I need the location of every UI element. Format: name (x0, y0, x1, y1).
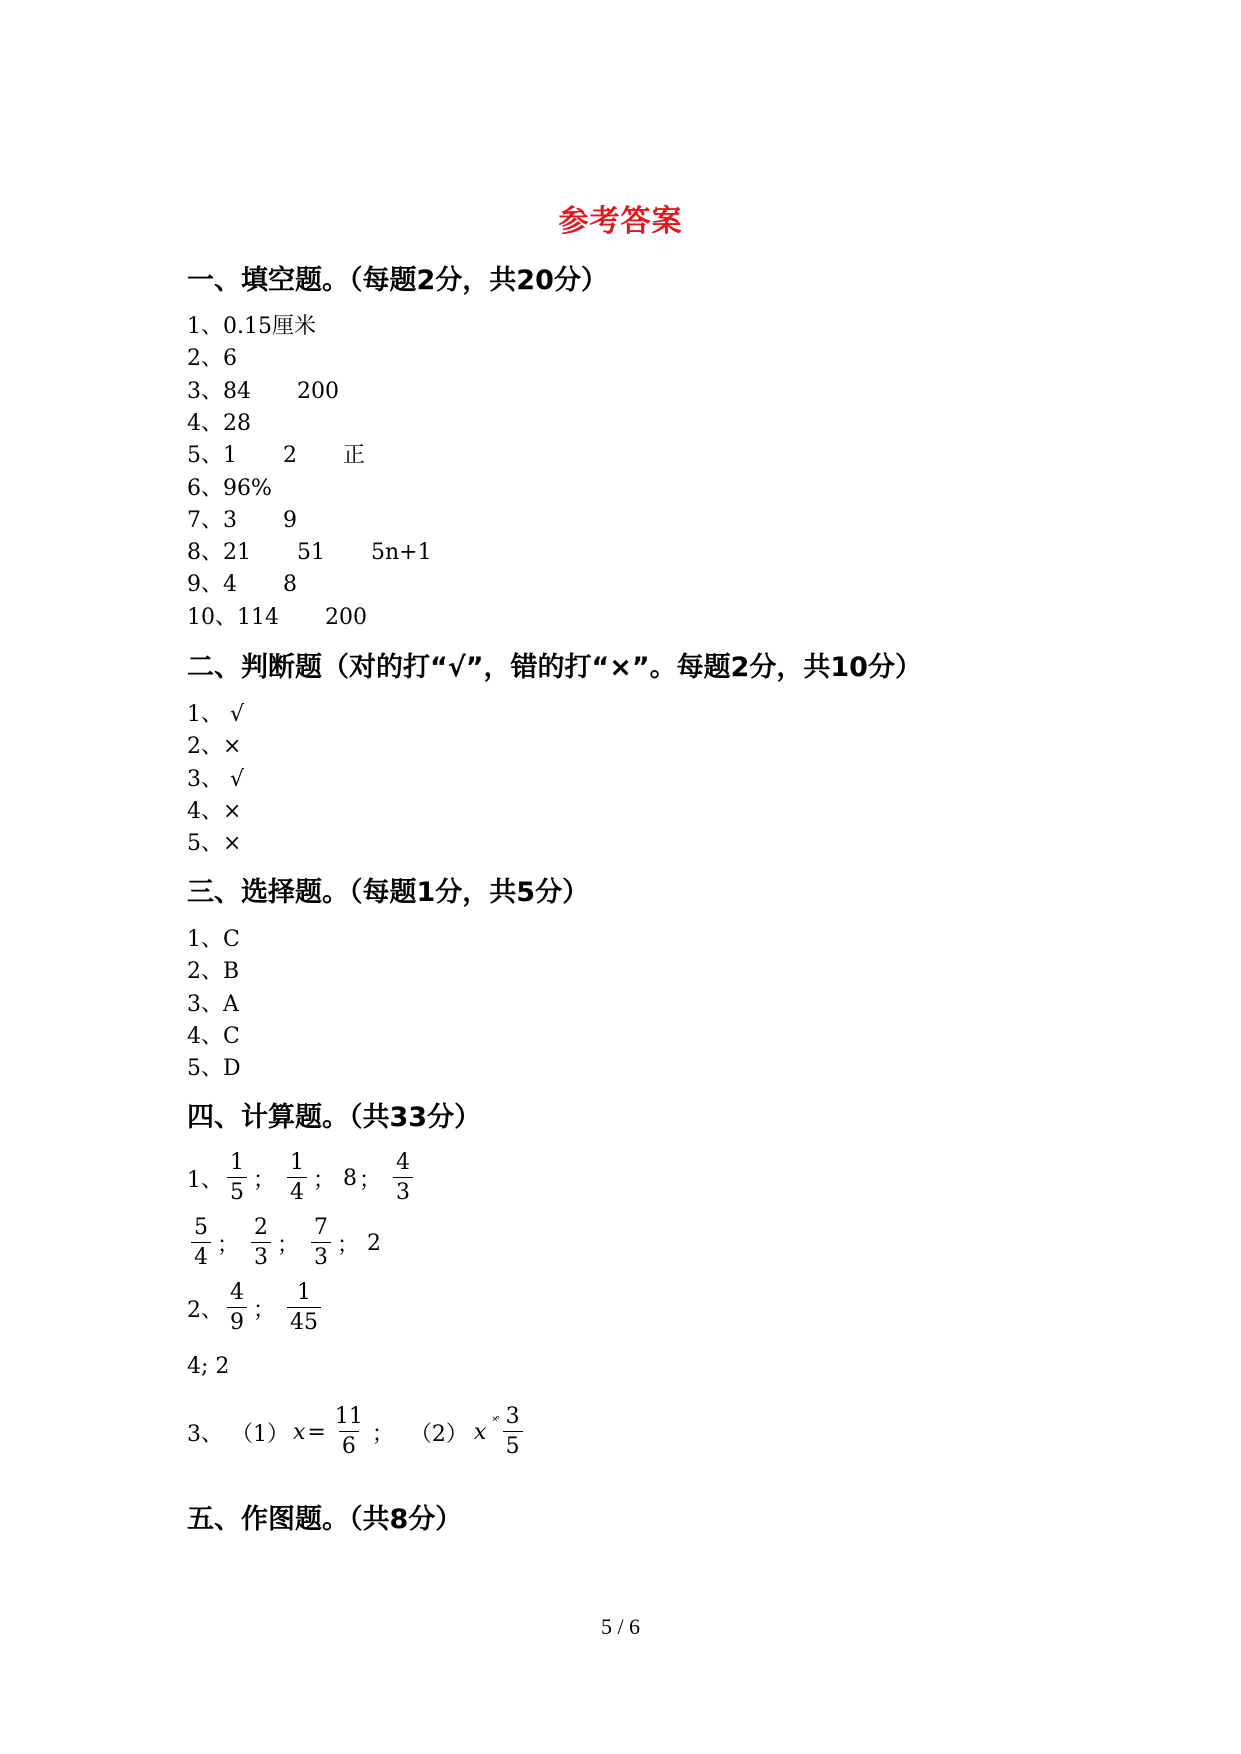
answer-line (187, 377, 339, 407)
variable: x (473, 1419, 487, 1445)
page-number: 5 / 6 (600, 1614, 641, 1639)
calc-line-1 (187, 1152, 417, 1204)
section-2-heading: 二、判断题（对的打“√”，错的打“×”。每题2分，共10分） (187, 652, 922, 683)
section-3-heading: 三、选择题。（每题1分，共5分） (187, 877, 590, 908)
answer-line (187, 538, 432, 568)
answer-line (187, 344, 237, 374)
fraction: $\frac{1}{45}$ (287, 1282, 321, 1334)
answer-value: 5、1 (187, 443, 237, 468)
separator: ； (337, 1232, 360, 1258)
fraction: $\frac{1}{4}$ (287, 1152, 307, 1204)
section-1-heading: 一、填空题。（每题2分，共20分） (187, 265, 608, 296)
answer-value: 9 (283, 508, 297, 533)
fraction: $\frac{7}{3}$ (311, 1217, 331, 1269)
answer-value: 正 (343, 443, 366, 468)
answer-line (187, 570, 297, 600)
fraction: $\frac{3}{5}$ (503, 1406, 523, 1458)
section-4-heading: 四、计算题。（共33分） (187, 1102, 482, 1133)
value: 8 (343, 1165, 358, 1191)
item-number: 1、 (187, 1167, 223, 1193)
fraction: $\frac{2}{3}$ (251, 1217, 271, 1269)
sub-number: （2） (409, 1421, 468, 1447)
separator: ； (253, 1297, 276, 1323)
fraction: $\frac{4}{3}$ (393, 1152, 413, 1204)
fraction: $\frac{5}{4}$ (191, 1217, 211, 1269)
answer-value: 200 (325, 605, 367, 630)
answer-line: 2、B (187, 959, 240, 984)
variable: x (293, 1419, 306, 1445)
answer-value: 4、28 (187, 411, 251, 436)
answer-value: 8 (283, 572, 297, 597)
fraction: $\frac{4}{9}$ (227, 1282, 247, 1334)
section-5-heading: 五、作图题。（共8分） (187, 1504, 463, 1535)
item-number: 3、 (187, 1421, 223, 1447)
item-number: 2、 (187, 1297, 223, 1323)
answer-value: 7、3 (187, 508, 237, 533)
answer-line (187, 312, 316, 342)
answer-line: 3、 √ (187, 767, 245, 792)
separator: ； (217, 1232, 240, 1258)
sub-number: （1） (231, 1421, 289, 1447)
answer-value: 1、0.15厘米 (187, 314, 316, 339)
answer-line: 3、A (187, 992, 239, 1017)
answer-line (187, 409, 251, 439)
value: 2 (367, 1230, 382, 1256)
fraction: $\frac{11}{6}$ (334, 1404, 363, 1459)
answer-value: 3、84 (187, 379, 251, 404)
answer-value: 2、6 (187, 346, 237, 371)
answer-line: 1、C (187, 927, 240, 952)
answer-line: 5、× (187, 831, 242, 856)
equals: = (307, 1419, 326, 1445)
answer-value: 6、96% (187, 476, 272, 501)
answer-line: 1、 √ (187, 702, 245, 727)
garbled-operator: ˟̊ (492, 1413, 498, 1430)
answer-value: 9、4 (187, 572, 237, 597)
answer-line: 2、× (187, 734, 242, 759)
separator: ； (253, 1167, 276, 1193)
separator: ； (359, 1167, 382, 1193)
answer-value: 10、114 (187, 605, 279, 630)
answer-line (187, 441, 365, 471)
answer-line (187, 506, 297, 536)
answer-line (187, 603, 367, 633)
calc-line-3 (187, 1282, 325, 1334)
separator: ； (313, 1167, 336, 1193)
answer-line: 4、C (187, 1024, 240, 1049)
answer-line: 4、× (187, 799, 242, 824)
fraction: $\frac{1}{5}$ (227, 1152, 247, 1204)
answer-value: 5n+1 (371, 540, 432, 565)
calc-line-4: 4; 2 (187, 1354, 230, 1379)
separator: ； (277, 1232, 300, 1258)
calc-line-5 (187, 1406, 527, 1458)
calc-line-2 (187, 1217, 381, 1269)
page-title: 参考答案 (558, 204, 683, 239)
answer-line: 5、D (187, 1056, 241, 1081)
answer-value: 51 (297, 540, 325, 565)
answer-value: 2 (283, 443, 297, 468)
answer-value: 8、21 (187, 540, 251, 565)
answer-line (187, 474, 272, 504)
separator: ； (371, 1421, 394, 1447)
answer-value: 200 (297, 379, 339, 404)
